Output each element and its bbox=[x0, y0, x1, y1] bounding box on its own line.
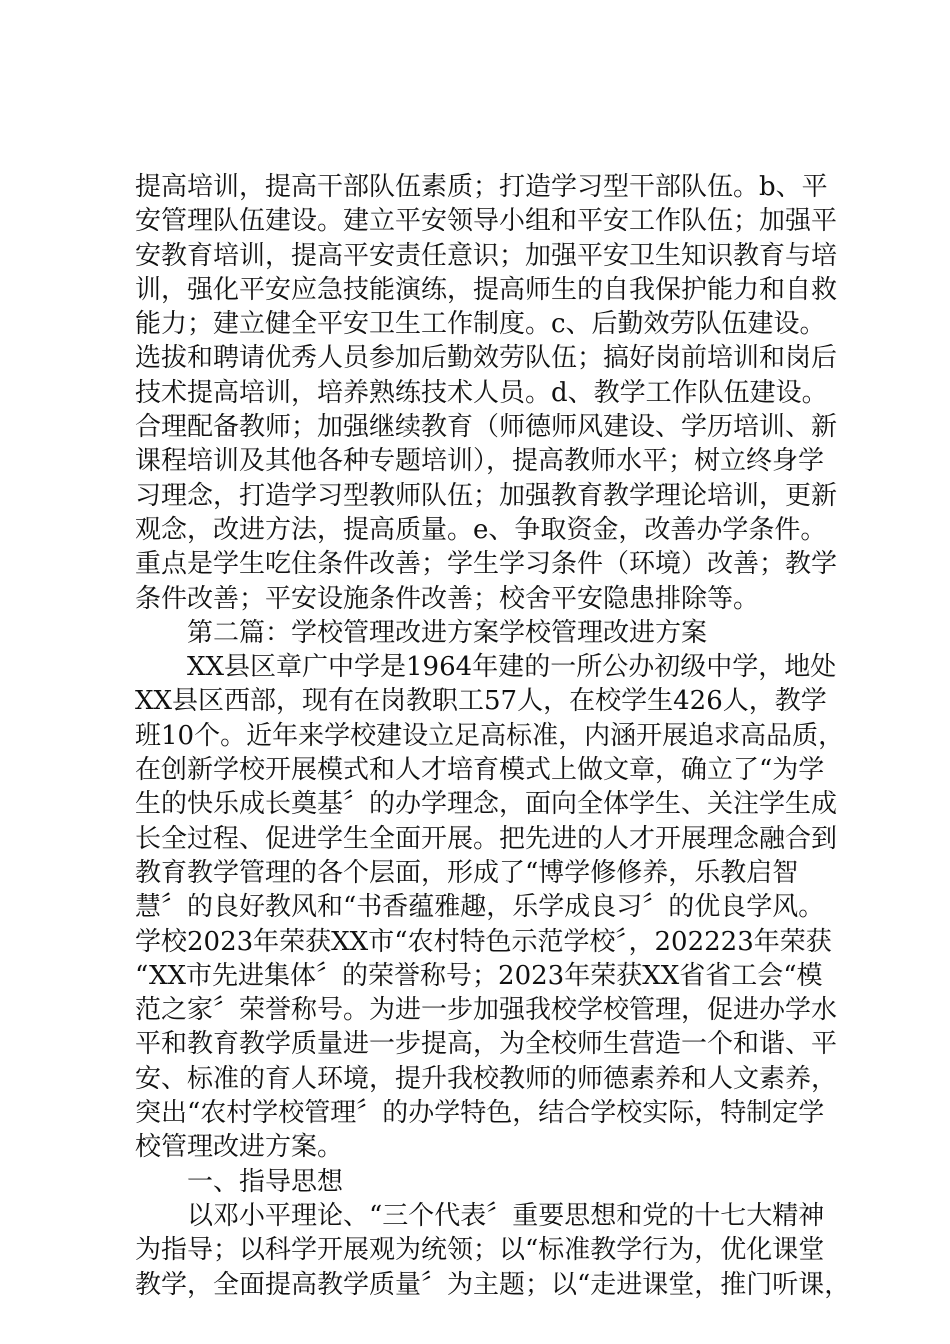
text-line: 教育教学管理的各个层面，形成了“博学修修养，乐教启智 bbox=[135, 857, 799, 888]
text-line: 安、标准的育人环境，提升我校教师的师德素养和人文素养， bbox=[135, 1063, 838, 1094]
text-line: 为指导；以科学开展观为统领；以“标准教学行为，优化课堂 bbox=[135, 1235, 825, 1266]
text-line: 技术提高培训，培养熟练技术人员。d、教学工作队伍建设。 bbox=[135, 377, 828, 408]
text-line: “XX市先进集体〞的荣誉称号；2023年荣获XX省省工会“模 bbox=[135, 960, 823, 991]
document-body bbox=[135, 170, 851, 1302]
text-line: 学校2023年荣获XX市“农村特色示范学校〞，202223年荣获 bbox=[135, 926, 832, 957]
text-line: 突出“农村学校管理〞的办学特色，结合学校实际，特制定学 bbox=[135, 1098, 825, 1129]
text-line: 在创新学校开展模式和人才培育模式上做文章，确立了“为学 bbox=[135, 755, 825, 786]
text-line: 选拔和聘请优秀人员参加后勤效劳队伍；搞好岗前培训和岗后 bbox=[135, 343, 838, 374]
text-line: 以邓小平理论、“三个代表〞重要思想和党的十七大精神 bbox=[187, 1200, 825, 1231]
text-line: 长全过程、促进学生全面开展。把先进的人才开展理念融合到 bbox=[135, 823, 838, 854]
text-line: 平和教育教学质量进一步提高，为全校师生营造一个和谐、平 bbox=[135, 1029, 838, 1060]
text-line: 条件改善；平安设施条件改善；校舍平安隐患排除等。 bbox=[135, 583, 760, 614]
text-line: 训，强化平安应急技能演练，提高师生的自我保护能力和自救 bbox=[135, 274, 838, 305]
text-line: 班10个。近年来学校建设立足高标准，内涵开展追求高品质， bbox=[135, 720, 845, 751]
text-line: 安管理队伍建设。建立平安领导小组和平安工作队伍；加强平 bbox=[135, 206, 838, 237]
text-line: 重点是学生吃住条件改善；学生学习条件（环境）改善；教学 bbox=[135, 549, 838, 580]
text-line: 校管理改进方案。 bbox=[135, 1132, 344, 1163]
text-line: 提高培训，提高干部队伍素质；打造学习型干部队伍。b、平 bbox=[135, 172, 828, 202]
text-line: 范之家〞荣誉称号。为进一步加强我校学校管理，促进办学水 bbox=[135, 995, 838, 1026]
text-line: 教学，全面提高教学质量〞为主题；以“走进课堂，推门听课， bbox=[135, 1269, 851, 1300]
text-line: 能力；建立健全平安卫生工作制度。c、后勤效劳队伍建设。 bbox=[135, 309, 826, 340]
text-line: 慧〞的良好教风和“书香蕴雅趣，乐学成良习〞的优良学风。 bbox=[135, 892, 825, 923]
text-line: XX县区章广中学是1964年建的一所公办初级中学，地处 bbox=[187, 652, 837, 683]
text-line: 合理配备教师；加强继续教育（师德师风建设、学历培训、新 bbox=[135, 412, 838, 443]
text-line: 课程培训及其他各种专题培训），提高教师水平；树立终身学 bbox=[135, 446, 825, 477]
text-line: 习理念，打造学习型教师队伍；加强教育教学理论培训，更新 bbox=[135, 480, 838, 511]
text-line: 生的快乐成长奠基〞的办学理念，面向全体学生、关注学生成 bbox=[135, 789, 838, 820]
section-heading: 一、指导思想 bbox=[187, 1166, 344, 1197]
section-heading: 第二篇：学校管理改进方案学校管理改进方案 bbox=[187, 617, 708, 648]
text-line: 观念，改进方法，提高质量。e、争取资金，改善办学条件。 bbox=[135, 514, 827, 545]
text-line: 安教育培训，提高平安责任意识；加强平安卫生知识教育与培 bbox=[135, 240, 838, 271]
text-line: XX县区西部，现有在岗教职工57人，在校学生426人，教学 bbox=[135, 686, 827, 717]
